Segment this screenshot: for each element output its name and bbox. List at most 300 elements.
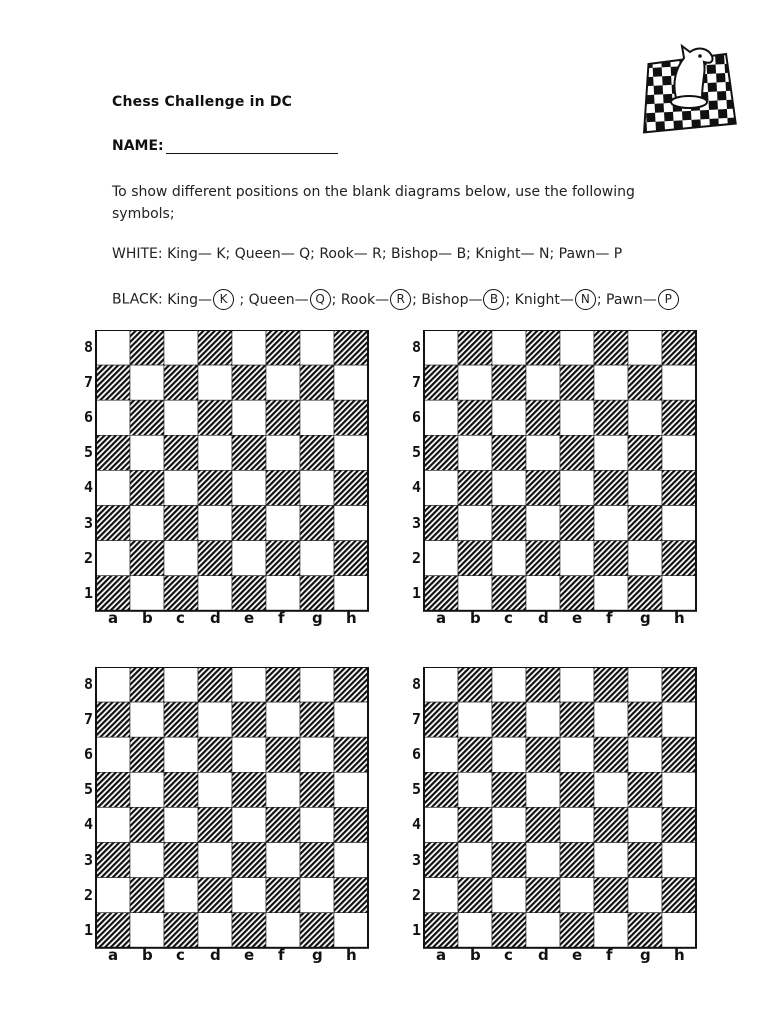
board-square-d1[interactable] — [526, 913, 560, 948]
board-square-g3[interactable] — [628, 843, 662, 878]
board-square-c6[interactable] — [164, 737, 198, 772]
board-square-f7[interactable] — [594, 365, 628, 400]
board-square-f4[interactable] — [266, 470, 300, 505]
board-square-c2[interactable] — [492, 878, 526, 913]
board-square-c4[interactable] — [164, 807, 198, 842]
board-square-a5[interactable] — [424, 772, 458, 807]
file-label: b — [142, 945, 153, 964]
board-square-b7[interactable] — [458, 702, 492, 737]
board-square-d7[interactable] — [526, 365, 560, 400]
board-square-d1[interactable] — [198, 913, 232, 948]
board-square-b7[interactable] — [458, 365, 492, 400]
black-piece-label: Knight— — [510, 291, 574, 308]
board-square-b2[interactable] — [458, 878, 492, 913]
board-square-e1[interactable] — [232, 576, 266, 611]
board-square-f8[interactable] — [266, 330, 300, 365]
board-square-h2[interactable] — [662, 878, 696, 913]
board-square-g8[interactable] — [628, 667, 662, 702]
board-square-a8[interactable] — [424, 330, 458, 365]
board-square-f2[interactable] — [266, 541, 300, 576]
board-square-a1[interactable] — [424, 576, 458, 611]
board-square-f3[interactable] — [594, 506, 628, 541]
board-square-e1[interactable] — [560, 913, 594, 948]
file-label: c — [176, 608, 185, 627]
board-square-b2[interactable] — [458, 541, 492, 576]
chess-board-diagram[interactable] — [84, 667, 358, 964]
board-square-h6[interactable] — [662, 737, 696, 772]
board-square-c8[interactable] — [164, 667, 198, 702]
board-square-f4[interactable] — [594, 807, 628, 842]
board-square-f1[interactable] — [594, 913, 628, 948]
board-square-a8[interactable] — [424, 667, 458, 702]
board-square-d1[interactable] — [526, 576, 560, 611]
board-square-d3[interactable] — [526, 506, 560, 541]
rank-label: 7 — [84, 710, 94, 729]
board-square-e6[interactable] — [232, 737, 266, 772]
file-label: f — [606, 608, 613, 627]
board-square-c3[interactable] — [164, 843, 198, 878]
board-square-d8[interactable] — [526, 330, 560, 365]
board-square-h4[interactable] — [334, 807, 368, 842]
rank-label: 4 — [84, 478, 94, 497]
board-square-c7[interactable] — [164, 365, 198, 400]
file-label: e — [244, 945, 255, 964]
board-square-f2[interactable] — [594, 878, 628, 913]
board-square-g6[interactable] — [300, 400, 334, 435]
board-square-a4[interactable] — [96, 807, 130, 842]
board-square-a4[interactable] — [424, 470, 458, 505]
board-square-g7[interactable] — [628, 702, 662, 737]
black-legend-item — [417, 292, 510, 308]
board-square-f7[interactable] — [266, 702, 300, 737]
board-square-c5[interactable] — [164, 435, 198, 470]
board-square-g1[interactable] — [628, 913, 662, 948]
board-square-b7[interactable] — [130, 702, 164, 737]
board-square-f8[interactable] — [594, 667, 628, 702]
board-square-h4[interactable] — [334, 470, 368, 505]
board-square-d4[interactable] — [198, 807, 232, 842]
chess-board-diagram[interactable] — [84, 330, 358, 627]
board-square-h2[interactable] — [334, 878, 368, 913]
board-square-b6[interactable] — [130, 400, 164, 435]
board-square-g1[interactable] — [300, 913, 334, 948]
board-square-d7[interactable] — [198, 702, 232, 737]
board-square-e6[interactable] — [560, 737, 594, 772]
board-square-c2[interactable] — [164, 541, 198, 576]
board-square-f6[interactable] — [594, 400, 628, 435]
board-square-g4[interactable] — [300, 807, 334, 842]
board-square-b3[interactable] — [130, 843, 164, 878]
board-square-b6[interactable] — [130, 737, 164, 772]
board-square-e4[interactable] — [560, 807, 594, 842]
board-square-h5[interactable] — [662, 435, 696, 470]
board-square-c4[interactable] — [164, 470, 198, 505]
rank-label: 8 — [412, 338, 422, 356]
board-square-f3[interactable] — [594, 843, 628, 878]
board-square-d8[interactable] — [198, 667, 232, 702]
board-square-a1[interactable] — [96, 576, 130, 611]
chess-board-diagram[interactable] — [412, 667, 686, 964]
board-square-h1[interactable] — [662, 576, 696, 611]
rank-label: 2 — [84, 885, 94, 904]
rank-label: 5 — [412, 443, 422, 462]
board-square-c7[interactable] — [164, 702, 198, 737]
board-square-c5[interactable] — [492, 772, 526, 807]
board-square-g2[interactable] — [628, 878, 662, 913]
circled-symbol: R — [390, 289, 411, 310]
board-square-b2[interactable] — [130, 541, 164, 576]
board-square-b1[interactable] — [458, 913, 492, 948]
board-square-d1[interactable] — [198, 576, 232, 611]
board-square-g8[interactable] — [628, 330, 662, 365]
board-square-h7[interactable] — [662, 365, 696, 400]
board-square-g7[interactable] — [300, 365, 334, 400]
board-square-e8[interactable] — [232, 330, 266, 365]
board-square-g3[interactable] — [628, 506, 662, 541]
board-square-c1[interactable] — [164, 913, 198, 948]
board-square-b4[interactable] — [130, 470, 164, 505]
board-square-f8[interactable] — [594, 330, 628, 365]
board-square-c2[interactable] — [492, 541, 526, 576]
board-square-e5[interactable] — [560, 772, 594, 807]
name-field[interactable] — [112, 138, 338, 154]
board-square-h8[interactable] — [334, 330, 368, 365]
board-square-d2[interactable] — [526, 878, 560, 913]
board-square-b4[interactable] — [130, 807, 164, 842]
board-square-g3[interactable] — [300, 506, 334, 541]
board-square-e3[interactable] — [232, 843, 266, 878]
board-square-b2[interactable] — [130, 878, 164, 913]
board-square-a6[interactable] — [96, 737, 130, 772]
black-legend-item — [510, 292, 601, 308]
board-square-a2[interactable] — [96, 878, 130, 913]
board-square-b4[interactable] — [458, 807, 492, 842]
file-label: e — [572, 945, 583, 964]
board-square-g2[interactable] — [300, 541, 334, 576]
board-square-h8[interactable] — [662, 330, 696, 365]
rank-label: 6 — [412, 745, 422, 764]
board-square-g6[interactable] — [628, 737, 662, 772]
board-square-b6[interactable] — [458, 400, 492, 435]
board-square-a6[interactable] — [96, 400, 130, 435]
rank-label: 7 — [412, 710, 422, 729]
board-square-b1[interactable] — [458, 576, 492, 611]
board-square-e5[interactable] — [232, 772, 266, 807]
board-square-b4[interactable] — [458, 470, 492, 505]
board-square-a3[interactable] — [424, 843, 458, 878]
board-square-g2[interactable] — [628, 541, 662, 576]
board-square-d2[interactable] — [526, 541, 560, 576]
board-square-a4[interactable] — [96, 470, 130, 505]
board-square-h3[interactable] — [662, 506, 696, 541]
board-square-h2[interactable] — [662, 541, 696, 576]
name-blank-line[interactable] — [166, 139, 338, 154]
board-square-c5[interactable] — [492, 435, 526, 470]
board-square-d7[interactable] — [526, 702, 560, 737]
board-square-c1[interactable] — [492, 576, 526, 611]
board-square-a7[interactable] — [424, 702, 458, 737]
board-square-h5[interactable] — [662, 772, 696, 807]
board-square-d3[interactable] — [526, 843, 560, 878]
board-square-d2[interactable] — [198, 541, 232, 576]
board-square-c1[interactable] — [164, 576, 198, 611]
board-square-d5[interactable] — [198, 772, 232, 807]
board-square-h4[interactable] — [662, 470, 696, 505]
board-square-f7[interactable] — [594, 702, 628, 737]
chess-board-diagram[interactable] — [412, 330, 686, 627]
board-square-a2[interactable] — [424, 878, 458, 913]
worksheet-title: Chess Challenge in DC — [112, 94, 293, 110]
board-square-h7[interactable] — [334, 365, 368, 400]
board-square-h1[interactable] — [662, 913, 696, 948]
board-square-b8[interactable] — [458, 667, 492, 702]
separator: ; — [505, 291, 511, 308]
board-square-e8[interactable] — [560, 667, 594, 702]
black-legend-items — [167, 292, 680, 308]
board-square-d8[interactable] — [526, 667, 560, 702]
board-square-g7[interactable] — [300, 702, 334, 737]
rank-label: 3 — [412, 850, 422, 869]
file-label: g — [312, 608, 323, 627]
board-square-e3[interactable] — [560, 506, 594, 541]
board-square-a8[interactable] — [96, 667, 130, 702]
board-square-b7[interactable] — [130, 365, 164, 400]
board-square-e6[interactable] — [232, 400, 266, 435]
file-label: c — [176, 945, 185, 964]
board-square-f3[interactable] — [266, 843, 300, 878]
board-square-c7[interactable] — [492, 702, 526, 737]
board-square-d2[interactable] — [198, 878, 232, 913]
board-square-d5[interactable] — [198, 435, 232, 470]
file-label: g — [640, 608, 651, 627]
board-square-d8[interactable] — [198, 330, 232, 365]
board-square-e3[interactable] — [232, 506, 266, 541]
board-square-c3[interactable] — [492, 843, 526, 878]
board-square-h8[interactable] — [662, 667, 696, 702]
board-square-g1[interactable] — [300, 576, 334, 611]
board-square-c6[interactable] — [164, 400, 198, 435]
board-square-f7[interactable] — [266, 365, 300, 400]
board-square-e7[interactable] — [560, 702, 594, 737]
board-square-f3[interactable] — [266, 506, 300, 541]
board-square-g5[interactable] — [628, 435, 662, 470]
file-label: f — [606, 945, 613, 964]
board-square-h6[interactable] — [662, 400, 696, 435]
board-square-b3[interactable] — [130, 506, 164, 541]
board-square-d4[interactable] — [198, 470, 232, 505]
board-square-f4[interactable] — [266, 807, 300, 842]
board-square-g8[interactable] — [300, 667, 334, 702]
board-square-b8[interactable] — [458, 330, 492, 365]
board-square-b1[interactable] — [130, 913, 164, 948]
board-square-g6[interactable] — [628, 400, 662, 435]
board-square-h2[interactable] — [334, 541, 368, 576]
rank-label: 3 — [84, 850, 94, 869]
board-square-a2[interactable] — [96, 541, 130, 576]
board-square-d6[interactable] — [198, 737, 232, 772]
board-square-f5[interactable] — [594, 772, 628, 807]
board-square-a4[interactable] — [424, 807, 458, 842]
board-square-h8[interactable] — [334, 667, 368, 702]
board-square-c8[interactable] — [492, 330, 526, 365]
board-square-a5[interactable] — [96, 772, 130, 807]
board-square-a5[interactable] — [96, 435, 130, 470]
board-square-h3[interactable] — [334, 843, 368, 878]
board-square-a8[interactable] — [96, 330, 130, 365]
board-square-f6[interactable] — [266, 737, 300, 772]
board-square-g4[interactable] — [628, 470, 662, 505]
board-square-f1[interactable] — [594, 576, 628, 611]
board-square-e5[interactable] — [232, 435, 266, 470]
board-square-b5[interactable] — [458, 435, 492, 470]
board-square-f2[interactable] — [594, 541, 628, 576]
board-square-e4[interactable] — [232, 807, 266, 842]
board-square-a5[interactable] — [424, 435, 458, 470]
board-square-h1[interactable] — [334, 576, 368, 611]
board-square-g5[interactable] — [300, 435, 334, 470]
board-square-h6[interactable] — [334, 737, 368, 772]
board-square-f5[interactable] — [266, 772, 300, 807]
board-square-f5[interactable] — [266, 435, 300, 470]
board-square-g3[interactable] — [300, 843, 334, 878]
circled-symbol: P — [658, 289, 679, 310]
board-square-b5[interactable] — [130, 435, 164, 470]
board-square-h7[interactable] — [662, 702, 696, 737]
board-square-d6[interactable] — [526, 400, 560, 435]
board-square-d4[interactable] — [526, 470, 560, 505]
board-square-f1[interactable] — [266, 913, 300, 948]
board-square-e7[interactable] — [232, 365, 266, 400]
board-square-d3[interactable] — [198, 506, 232, 541]
board-square-b8[interactable] — [130, 667, 164, 702]
black-legend-item — [167, 292, 244, 308]
board-square-e2[interactable] — [560, 541, 594, 576]
board-square-c3[interactable] — [492, 506, 526, 541]
black-piece-label: Queen— — [244, 291, 309, 308]
board-square-b5[interactable] — [130, 772, 164, 807]
board-square-h5[interactable] — [334, 772, 368, 807]
board-square-c4[interactable] — [492, 807, 526, 842]
board-square-c3[interactable] — [164, 506, 198, 541]
board-square-e2[interactable] — [232, 878, 266, 913]
board-square-b3[interactable] — [458, 843, 492, 878]
board-square-c6[interactable] — [492, 737, 526, 772]
board-square-g5[interactable] — [300, 772, 334, 807]
board-square-c2[interactable] — [164, 878, 198, 913]
file-label: f — [278, 945, 285, 964]
board-square-c1[interactable] — [492, 913, 526, 948]
board-square-e3[interactable] — [560, 843, 594, 878]
board-square-e7[interactable] — [232, 702, 266, 737]
board-square-c7[interactable] — [492, 365, 526, 400]
circled-symbol: Q — [310, 289, 331, 310]
board-square-f6[interactable] — [266, 400, 300, 435]
board-square-g4[interactable] — [628, 807, 662, 842]
board-square-f2[interactable] — [266, 878, 300, 913]
board-square-d6[interactable] — [526, 737, 560, 772]
board-square-c8[interactable] — [492, 667, 526, 702]
board-square-a1[interactable] — [424, 913, 458, 948]
board-square-h6[interactable] — [334, 400, 368, 435]
board-square-a6[interactable] — [424, 737, 458, 772]
board-square-c8[interactable] — [164, 330, 198, 365]
board-square-e8[interactable] — [232, 667, 266, 702]
board-square-g1[interactable] — [628, 576, 662, 611]
board-square-a7[interactable] — [96, 702, 130, 737]
file-label: c — [504, 608, 513, 627]
board-square-e4[interactable] — [232, 470, 266, 505]
board-square-e2[interactable] — [232, 541, 266, 576]
board-square-f6[interactable] — [594, 737, 628, 772]
board-square-a3[interactable] — [96, 843, 130, 878]
board-square-a3[interactable] — [96, 506, 130, 541]
board-square-b8[interactable] — [130, 330, 164, 365]
board-square-a2[interactable] — [424, 541, 458, 576]
board-square-b5[interactable] — [458, 772, 492, 807]
board-square-a3[interactable] — [424, 506, 458, 541]
rank-label: 6 — [412, 408, 422, 427]
board-square-c5[interactable] — [164, 772, 198, 807]
board-square-g5[interactable] — [628, 772, 662, 807]
board-square-b1[interactable] — [130, 576, 164, 611]
board-square-b3[interactable] — [458, 506, 492, 541]
board-square-d6[interactable] — [198, 400, 232, 435]
board-square-e6[interactable] — [560, 400, 594, 435]
board-square-f5[interactable] — [594, 435, 628, 470]
board-square-a6[interactable] — [424, 400, 458, 435]
board-square-d5[interactable] — [526, 772, 560, 807]
board-square-a1[interactable] — [96, 913, 130, 948]
board-square-h3[interactable] — [662, 843, 696, 878]
white-legend-prefix: WHITE: — [112, 246, 163, 262]
separator: ; — [596, 291, 602, 308]
board-square-d7[interactable] — [198, 365, 232, 400]
board-square-h7[interactable] — [334, 702, 368, 737]
board-square-h5[interactable] — [334, 435, 368, 470]
board-square-e2[interactable] — [560, 878, 594, 913]
board-square-f8[interactable] — [266, 667, 300, 702]
board-square-a7[interactable] — [424, 365, 458, 400]
board-square-e7[interactable] — [560, 365, 594, 400]
board-square-e1[interactable] — [232, 913, 266, 948]
board-square-c4[interactable] — [492, 470, 526, 505]
board-square-g8[interactable] — [300, 330, 334, 365]
board-square-e8[interactable] — [560, 330, 594, 365]
board-square-a7[interactable] — [96, 365, 130, 400]
board-square-e4[interactable] — [560, 470, 594, 505]
board-square-f1[interactable] — [266, 576, 300, 611]
board-square-b6[interactable] — [458, 737, 492, 772]
board-square-g2[interactable] — [300, 878, 334, 913]
board-square-d4[interactable] — [526, 807, 560, 842]
board-square-h4[interactable] — [662, 807, 696, 842]
separator: ; — [235, 291, 245, 308]
board-square-e1[interactable] — [560, 576, 594, 611]
file-label: b — [470, 608, 481, 627]
circled-symbol: B — [483, 289, 504, 310]
board-square-g4[interactable] — [300, 470, 334, 505]
board-square-c6[interactable] — [492, 400, 526, 435]
board-square-h1[interactable] — [334, 913, 368, 948]
rank-label: 2 — [412, 548, 422, 567]
board-square-d5[interactable] — [526, 435, 560, 470]
board-square-f4[interactable] — [594, 470, 628, 505]
board-square-g7[interactable] — [628, 365, 662, 400]
board-square-d3[interactable] — [198, 843, 232, 878]
board-square-h3[interactable] — [334, 506, 368, 541]
board-square-g6[interactable] — [300, 737, 334, 772]
board-square-e5[interactable] — [560, 435, 594, 470]
